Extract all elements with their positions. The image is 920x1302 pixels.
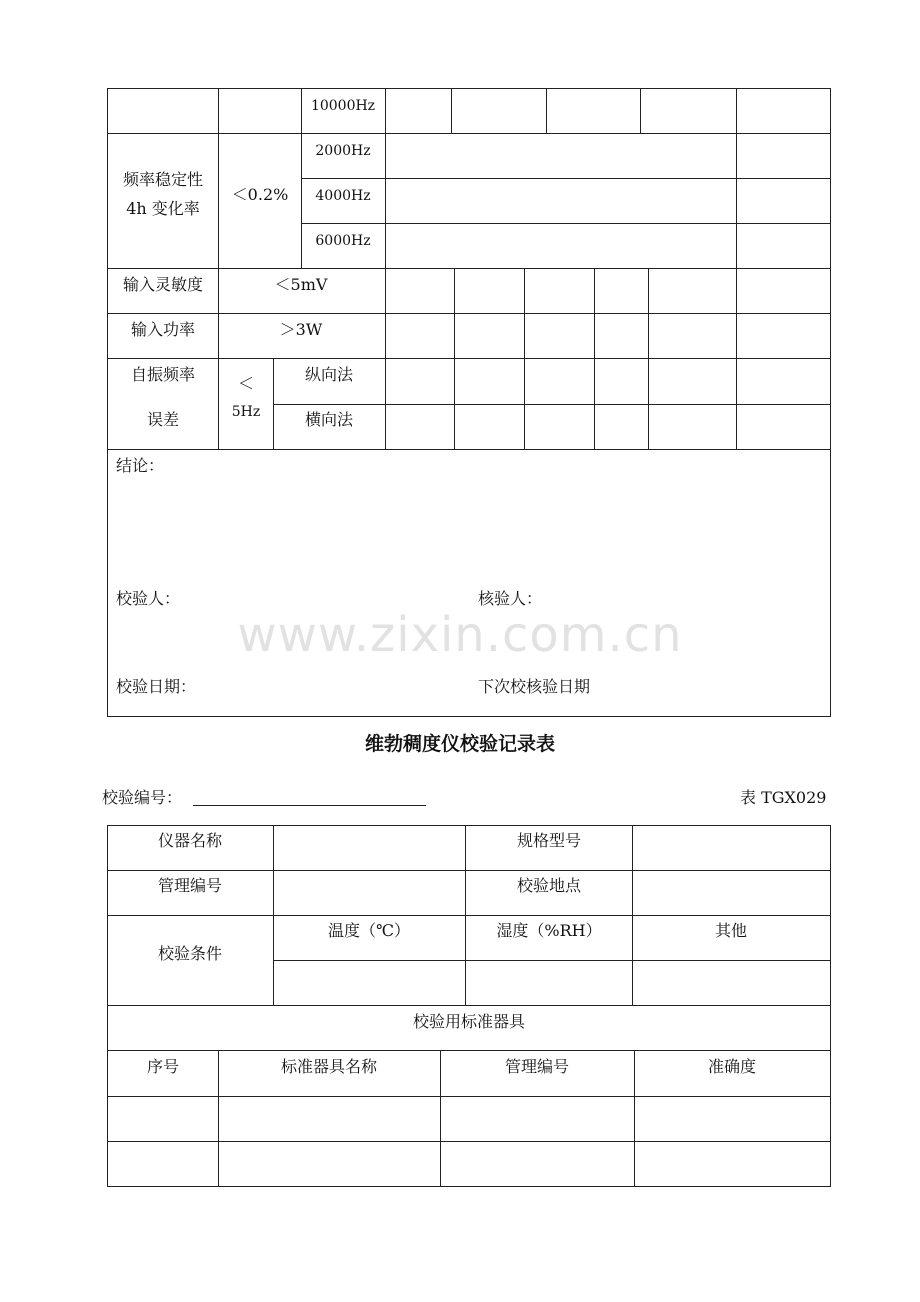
freq-10000-label: 10000Hz (310, 98, 376, 114)
freq-2000-label: 2000Hz (315, 143, 371, 159)
input-sensitivity-requirement: ＜5mV (274, 275, 328, 294)
watermark: www.zixin.com.cn (237, 607, 683, 663)
col-accuracy: 准确度 (707, 1057, 757, 1076)
self-vibration-label-line2: 误差 (146, 410, 180, 429)
form-title: 维勃稠度仪校验记录表 (364, 733, 555, 755)
freq-6000-label: 6000Hz (315, 233, 371, 249)
col-seq: 序号 (146, 1057, 180, 1076)
input-power-requirement: ＞3W (279, 320, 323, 339)
temperature-label: 温度（℃） (328, 921, 410, 940)
method-longitudinal: 纵向法 (304, 365, 354, 384)
checker-label: 校验人： (116, 589, 181, 608)
input-sensitivity-label: 输入灵敏度 (122, 275, 204, 294)
form-code: 表 TGX029 (740, 788, 827, 807)
col-mgmt-number: 管理编号 (504, 1057, 570, 1076)
freq-stability-requirement: ＜0.2% (231, 185, 289, 204)
check-number-underline (193, 805, 426, 806)
standards-title: 校验用标准器具 (412, 1012, 526, 1031)
mgmt-number-label: 管理编号 (157, 876, 223, 895)
conditions-label: 校验条件 (157, 944, 223, 963)
spec-model-label: 规格型号 (516, 831, 582, 850)
check-number-label: 校验编号： (102, 788, 183, 807)
check-date-label: 校验日期： (116, 677, 197, 696)
location-label: 校验地点 (516, 876, 582, 895)
conclusion-label: 结论： (116, 456, 165, 475)
verifier-label: 核验人： (478, 589, 543, 608)
freq-4000-label: 4000Hz (315, 188, 371, 204)
self-vibration-req-line2: 5Hz (231, 404, 261, 420)
self-vibration-req-line1: ＜ (237, 374, 255, 393)
instrument-name-label: 仪器名称 (157, 831, 223, 850)
self-vibration-label-line1: 自振频率 (130, 365, 196, 384)
freq-stability-label-line1: 频率稳定性 (122, 170, 204, 189)
next-check-date-label: 下次校核验日期 (478, 677, 591, 696)
other-label: 其他 (714, 921, 748, 940)
freq-stability-label-line2: 4h 变化率 (126, 199, 200, 218)
input-power-label: 输入功率 (130, 320, 196, 339)
method-transverse: 横向法 (304, 410, 354, 429)
col-standard-name: 标准器具名称 (280, 1057, 378, 1076)
humidity-label: 湿度（%RH） (496, 921, 602, 940)
